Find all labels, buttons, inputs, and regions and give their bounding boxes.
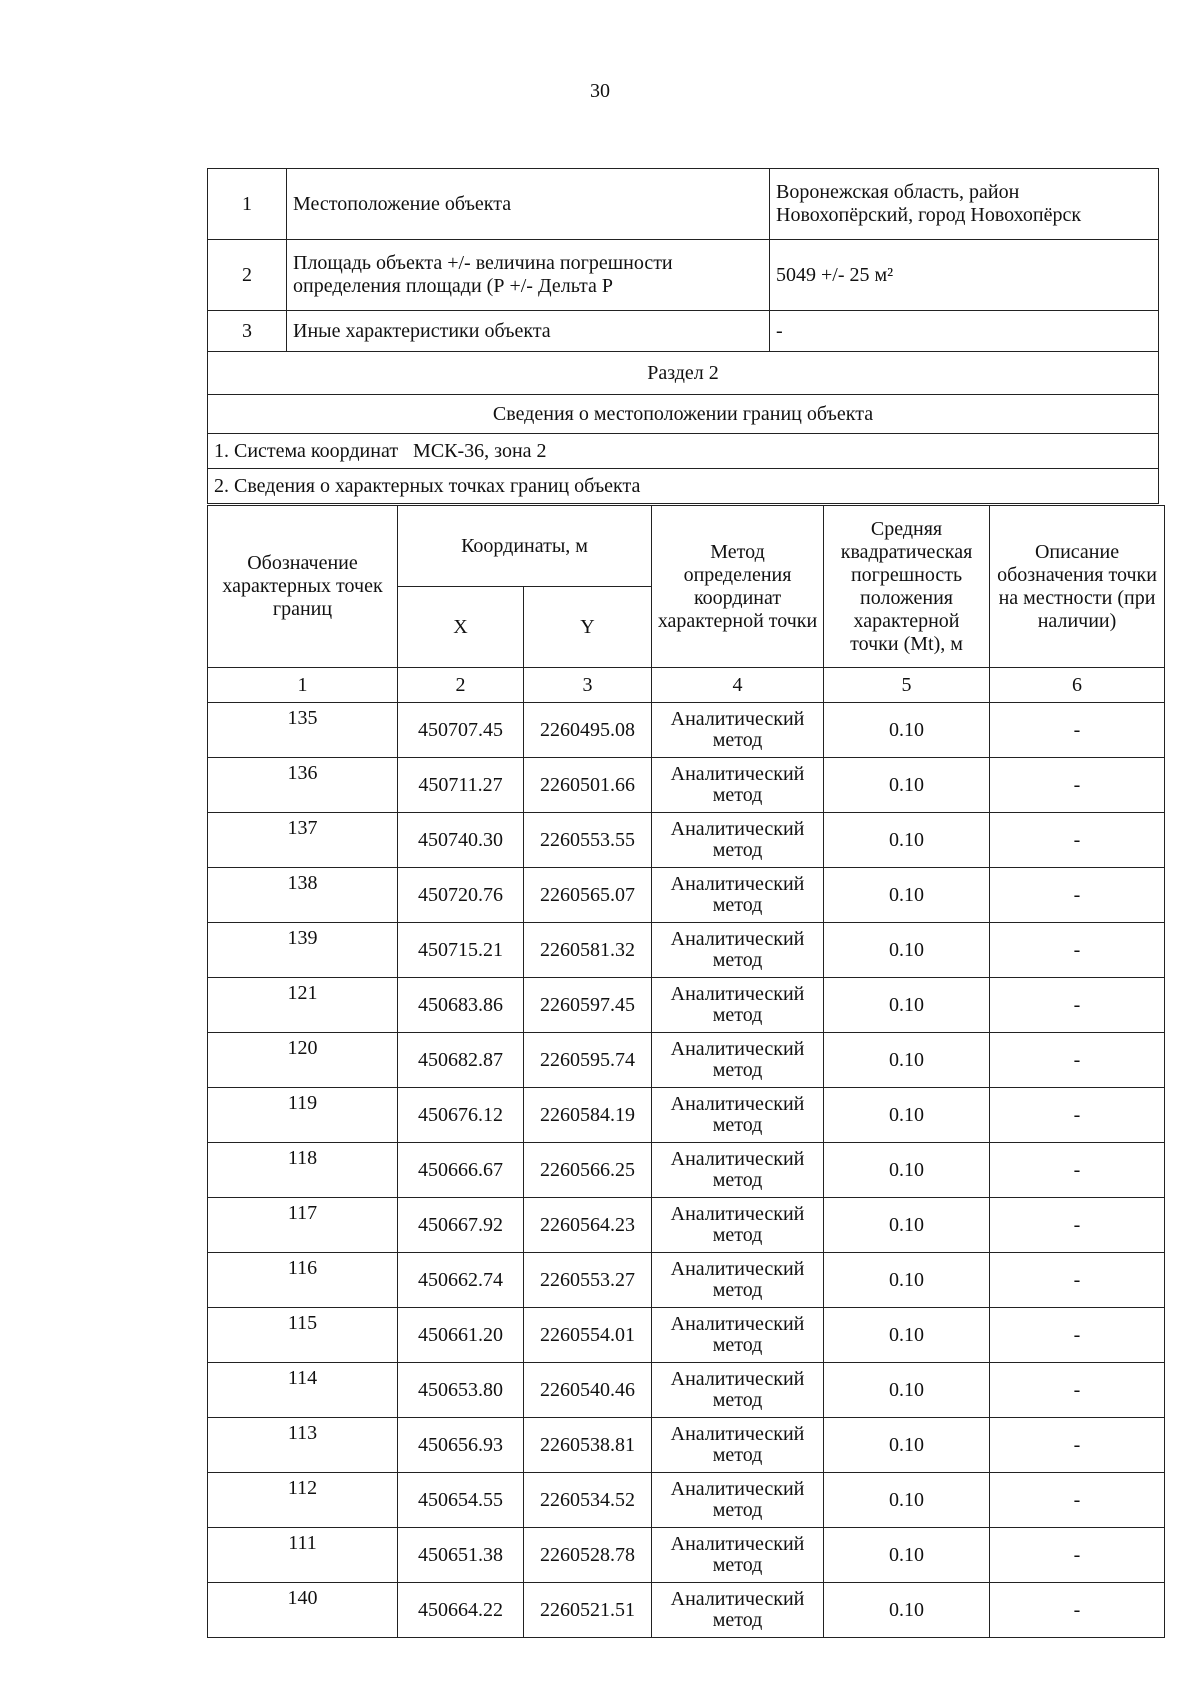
description: - <box>990 813 1165 868</box>
table-row <box>208 1198 1165 1253</box>
description: - <box>990 703 1165 758</box>
coord-x: 450683.86 <box>398 978 524 1033</box>
mt-error: 0.10 <box>824 758 990 813</box>
table-row <box>208 1308 1165 1363</box>
point-id: 113 <box>208 1418 398 1473</box>
method: Аналитический метод <box>652 978 824 1033</box>
point-id: 116 <box>208 1253 398 1308</box>
coord-y: 2260565.07 <box>524 868 652 923</box>
info-row-value: 5049 +/- 25 м² <box>770 240 1159 311</box>
info-row-number: 2 <box>208 240 287 311</box>
point-id: 136 <box>208 758 398 813</box>
method: Аналитический метод <box>652 923 824 978</box>
mt-error: 0.10 <box>824 813 990 868</box>
mt-error: 0.10 <box>824 1033 990 1088</box>
table-row <box>208 1033 1165 1088</box>
mt-error: 0.10 <box>824 868 990 923</box>
column-number: 6 <box>990 668 1165 703</box>
info-row-label: Площадь объекта +/- величина погрешности определения площади (Р +/- Дельта Р <box>287 240 770 311</box>
header-description: Описание обозначения точки на местности (при наличии) <box>990 506 1165 668</box>
method: Аналитический метод <box>652 1253 824 1308</box>
point-id: 111 <box>208 1528 398 1583</box>
description: - <box>990 978 1165 1033</box>
description: - <box>990 868 1165 923</box>
coord-x: 450656.93 <box>398 1418 524 1473</box>
table-row <box>208 1088 1165 1143</box>
table-row <box>208 1363 1165 1418</box>
header-y: Y <box>524 587 652 668</box>
column-number-row <box>208 668 1165 703</box>
point-id: 139 <box>208 923 398 978</box>
header-error: Средняя квадратическая погрешность положения характерной точки (Mt), м <box>824 506 990 668</box>
description: - <box>990 1088 1165 1143</box>
coord-y: 2260540.46 <box>524 1363 652 1418</box>
point-id: 140 <box>208 1583 398 1638</box>
coord-y: 2260584.19 <box>524 1088 652 1143</box>
coord-system-row <box>208 434 1159 469</box>
description: - <box>990 1528 1165 1583</box>
coord-y: 2260495.08 <box>524 703 652 758</box>
info-row <box>208 240 1159 311</box>
method: Аналитический метод <box>652 758 824 813</box>
mt-error: 0.10 <box>824 703 990 758</box>
coord-y: 2260538.81 <box>524 1418 652 1473</box>
point-id: 121 <box>208 978 398 1033</box>
column-number: 3 <box>524 668 652 703</box>
coord-x: 450661.20 <box>398 1308 524 1363</box>
section-title: Раздел 2 <box>208 352 1159 395</box>
page-number: 30 <box>590 80 610 102</box>
coord-x: 450740.30 <box>398 813 524 868</box>
coord-x: 450662.74 <box>398 1253 524 1308</box>
mt-error: 0.10 <box>824 1583 990 1638</box>
coord-y: 2260581.32 <box>524 923 652 978</box>
table-row <box>208 1528 1165 1583</box>
info-row <box>208 311 1159 352</box>
coord-y: 2260521.51 <box>524 1583 652 1638</box>
description: - <box>990 758 1165 813</box>
mt-error: 0.10 <box>824 978 990 1033</box>
coord-y: 2260553.27 <box>524 1253 652 1308</box>
coord-x: 450715.21 <box>398 923 524 978</box>
mt-error: 0.10 <box>824 1308 990 1363</box>
point-id: 115 <box>208 1308 398 1363</box>
coord-x: 450676.12 <box>398 1088 524 1143</box>
mt-error: 0.10 <box>824 1363 990 1418</box>
column-number: 2 <box>398 668 524 703</box>
info-row-number: 1 <box>208 169 287 240</box>
coord-x: 450682.87 <box>398 1033 524 1088</box>
table-header-row <box>208 506 1165 587</box>
coord-x: 450653.80 <box>398 1363 524 1418</box>
table-row <box>208 978 1165 1033</box>
table-row <box>208 703 1165 758</box>
column-number: 5 <box>824 668 990 703</box>
coord-x: 450664.22 <box>398 1583 524 1638</box>
coord-y: 2260595.74 <box>524 1033 652 1088</box>
method: Аналитический метод <box>652 1473 824 1528</box>
table-row <box>208 1583 1165 1638</box>
mt-error: 0.10 <box>824 1528 990 1583</box>
method: Аналитический метод <box>652 1528 824 1583</box>
method: Аналитический метод <box>652 1033 824 1088</box>
coord-y: 2260528.78 <box>524 1528 652 1583</box>
coord-x: 450666.67 <box>398 1143 524 1198</box>
method: Аналитический метод <box>652 703 824 758</box>
method: Аналитический метод <box>652 1583 824 1638</box>
info-row-value: - <box>770 311 1159 352</box>
point-id: 114 <box>208 1363 398 1418</box>
header-x: X <box>398 587 524 668</box>
header-designation: Обозначение характерных точек границ <box>208 506 398 668</box>
coord-y: 2260564.23 <box>524 1198 652 1253</box>
points-title: 2. Сведения о характерных точках границ объекта <box>208 469 1159 504</box>
column-number: 1 <box>208 668 398 703</box>
info-row-number: 3 <box>208 311 287 352</box>
description: - <box>990 1198 1165 1253</box>
section-title-row <box>208 352 1159 395</box>
column-number: 4 <box>652 668 824 703</box>
coord-y: 2260554.01 <box>524 1308 652 1363</box>
method: Аналитический метод <box>652 1198 824 1253</box>
point-id: 118 <box>208 1143 398 1198</box>
table-row <box>208 813 1165 868</box>
description: - <box>990 1308 1165 1363</box>
point-id: 112 <box>208 1473 398 1528</box>
info-row <box>208 169 1159 240</box>
coord-y: 2260553.55 <box>524 813 652 868</box>
description: - <box>990 1363 1165 1418</box>
coord-x: 450707.45 <box>398 703 524 758</box>
table-row <box>208 923 1165 978</box>
mt-error: 0.10 <box>824 1088 990 1143</box>
mt-error: 0.10 <box>824 1473 990 1528</box>
point-id: 117 <box>208 1198 398 1253</box>
mt-error: 0.10 <box>824 1143 990 1198</box>
method: Аналитический метод <box>652 813 824 868</box>
info-row-label: Местоположение объекта <box>287 169 770 240</box>
coord-y: 2260534.52 <box>524 1473 652 1528</box>
description: - <box>990 1583 1165 1638</box>
point-id: 138 <box>208 868 398 923</box>
table-row <box>208 1473 1165 1528</box>
description: - <box>990 1143 1165 1198</box>
mt-error: 0.10 <box>824 923 990 978</box>
points-body <box>208 703 1165 1638</box>
mt-error: 0.10 <box>824 1198 990 1253</box>
point-id: 135 <box>208 703 398 758</box>
info-row-label: Иные характеристики объекта <box>287 311 770 352</box>
coord-x: 450654.55 <box>398 1473 524 1528</box>
points-title-row <box>208 469 1159 504</box>
section-subtitle-row <box>208 395 1159 434</box>
info-row-value: Воронежская область, район Новохопёрский, город Новохопёрск <box>770 169 1159 240</box>
mt-error: 0.10 <box>824 1253 990 1308</box>
method: Аналитический метод <box>652 1088 824 1143</box>
table-row <box>208 1418 1165 1473</box>
coord-y: 2260597.45 <box>524 978 652 1033</box>
description: - <box>990 1473 1165 1528</box>
coord-x: 450720.76 <box>398 868 524 923</box>
method: Аналитический метод <box>652 1308 824 1363</box>
method: Аналитический метод <box>652 1363 824 1418</box>
coord-y: 2260566.25 <box>524 1143 652 1198</box>
table-row <box>208 1253 1165 1308</box>
table-row <box>208 868 1165 923</box>
header-method: Метод определения координат характерной точки <box>652 506 824 668</box>
table-row <box>208 758 1165 813</box>
mt-error: 0.10 <box>824 1418 990 1473</box>
object-info-table <box>207 168 1159 504</box>
boundary-points-table <box>207 505 1165 1638</box>
point-id: 120 <box>208 1033 398 1088</box>
method: Аналитический метод <box>652 1143 824 1198</box>
description: - <box>990 923 1165 978</box>
description: - <box>990 1418 1165 1473</box>
method: Аналитический метод <box>652 868 824 923</box>
coord-system: 1. Система координат МСК-36, зона 2 <box>208 434 1159 469</box>
coord-x: 450651.38 <box>398 1528 524 1583</box>
point-id: 119 <box>208 1088 398 1143</box>
coord-x: 450711.27 <box>398 758 524 813</box>
point-id: 137 <box>208 813 398 868</box>
table-row <box>208 1143 1165 1198</box>
coord-x: 450667.92 <box>398 1198 524 1253</box>
section-subtitle: Сведения о местоположении границ объекта <box>208 395 1159 434</box>
description: - <box>990 1033 1165 1088</box>
description: - <box>990 1253 1165 1308</box>
method: Аналитический метод <box>652 1418 824 1473</box>
header-coordinates: Координаты, м <box>398 506 652 587</box>
coord-y: 2260501.66 <box>524 758 652 813</box>
